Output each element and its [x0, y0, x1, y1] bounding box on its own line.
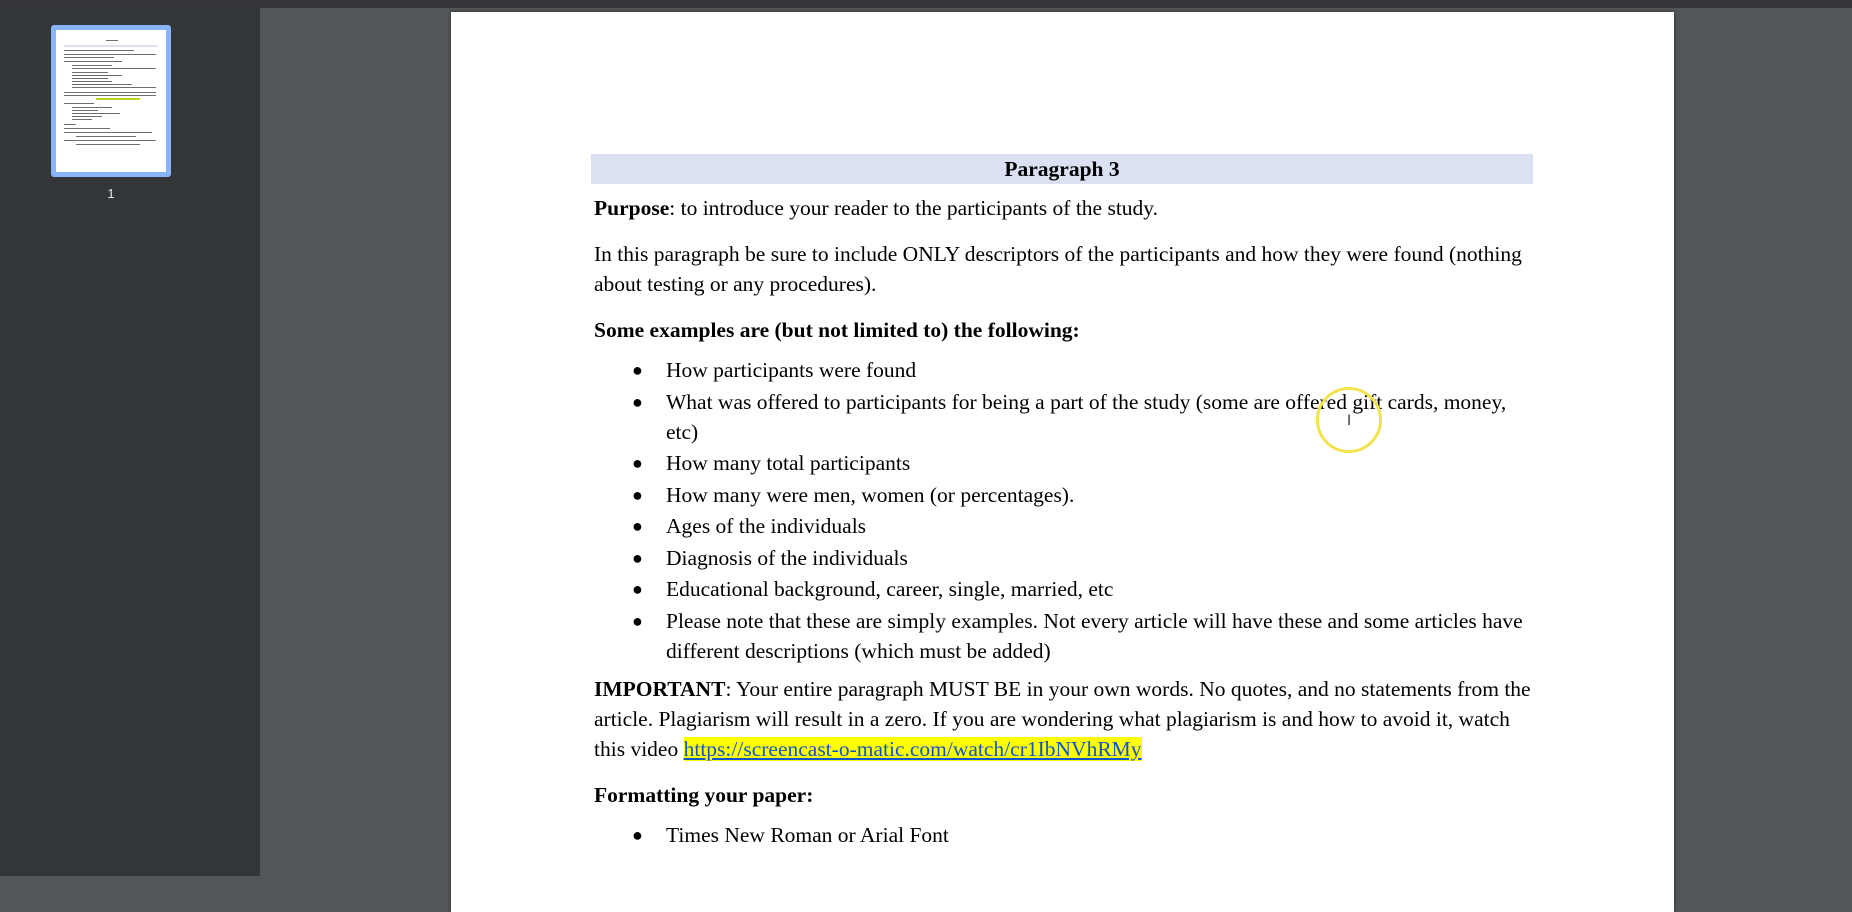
list-item	[591, 511, 1533, 541]
important-text: : Your entire paragraph MUST BE in your own words. No quotes, and no statements from the article. Plagiarism will result in a zero. If you are wondering what plagiarism is and how to avoid it, watch this video	[594, 676, 1531, 761]
thumb-text-line	[72, 68, 156, 69]
thumb-text-line	[72, 65, 112, 66]
thumb-text-line	[64, 50, 134, 51]
list-item	[591, 606, 1533, 666]
bullet-icon: ●	[632, 516, 643, 536]
thumb-text-line	[64, 132, 152, 133]
thumb-text-line	[72, 81, 112, 82]
list-item-text: Diagnosis of the individuals	[666, 545, 908, 570]
purpose-paragraph	[594, 193, 1533, 223]
thumb-text-line	[64, 140, 156, 141]
list-item-text: How participants were found	[666, 358, 917, 382]
thumb-text-line	[72, 84, 132, 85]
thumb-text-line	[64, 128, 110, 129]
thumb-text-line	[106, 40, 118, 41]
important-label: IMPORTANT	[594, 676, 726, 701]
page-content	[591, 154, 1533, 858]
thumb-text-line	[72, 72, 108, 73]
list-item-text: How many total participants	[666, 451, 911, 475]
purpose-label: Purpose	[594, 196, 670, 220]
thumb-text-line	[64, 45, 158, 47]
list-item-text: Times New Roman or Arial Font	[666, 822, 949, 847]
bullet-icon: ●	[632, 360, 643, 380]
thumb-text-line	[64, 54, 156, 55]
examples-heading: Some examples are (but not limited to) the following:	[594, 318, 1080, 342]
thumb-text-line	[72, 107, 112, 108]
list-item	[591, 574, 1533, 604]
thumb-text-line	[64, 61, 122, 62]
formatting-heading: Formatting your paper:	[594, 782, 814, 807]
bullet-icon: ●	[632, 453, 643, 473]
bullet-icon: ●	[632, 391, 643, 412]
thumb-text-line	[64, 103, 94, 104]
thumb-text-line	[72, 78, 108, 79]
examples-list	[591, 355, 1533, 666]
important-paragraph	[594, 674, 1533, 764]
thumb-text-line	[96, 98, 140, 100]
thumb-text-line	[72, 119, 92, 120]
video-link[interactable]: https://screencast-o-matic.com/watch/cr1IbNVhRMy	[683, 736, 1142, 761]
bullet-icon: ●	[632, 484, 643, 505]
thumb-text-line	[64, 57, 114, 58]
list-item-text: How many were men, women (or percentages).	[666, 482, 1075, 507]
formatting-list	[591, 820, 1533, 850]
list-item-text: Please note that these are simply examples. Not every article will have these and some articles have different descriptions (which must be added)	[666, 608, 1523, 663]
section-heading: Paragraph 3	[591, 154, 1533, 184]
list-item-text: Ages of the individuals	[666, 514, 867, 538]
list-item-text: Educational background, career, single, married, etc	[666, 577, 1114, 601]
purpose-text: : to introduce your reader to the participants of the study.	[669, 196, 1159, 220]
thumb-text-line	[64, 92, 156, 93]
bullet-icon: ●	[632, 579, 643, 599]
text-cursor-icon: I	[1347, 413, 1352, 429]
page-thumbnail[interactable]	[51, 25, 171, 177]
thumbnail-sidebar	[0, 8, 260, 876]
bullet-icon: ●	[632, 547, 643, 568]
thumb-text-line	[72, 75, 122, 76]
list-item	[591, 387, 1533, 447]
list-item	[591, 543, 1533, 573]
list-item	[591, 480, 1533, 510]
list-item	[591, 820, 1533, 850]
thumb-text-line	[72, 116, 102, 117]
thumb-text-line	[72, 87, 156, 88]
top-toolbar	[0, 0, 1852, 8]
thumb-text-line	[72, 113, 120, 114]
thumb-text-line	[64, 95, 156, 96]
list-item	[591, 355, 1533, 385]
bullet-icon: ●	[632, 610, 643, 631]
thumbnail-page-number: 1	[107, 186, 115, 201]
list-item-text: What was offered to participants for being a part of the study (some are offered gift cards, money, etc)	[666, 389, 1507, 444]
thumb-text-line	[72, 110, 98, 111]
bullet-icon: ●	[632, 824, 643, 845]
thumb-text-line	[76, 144, 140, 145]
thumb-text-line	[76, 136, 136, 137]
thumb-text-line	[64, 124, 76, 125]
instruction-paragraph: In this paragraph be sure to include ONLY descriptors of the participants and how they were found (nothing about testing or any procedures).	[594, 242, 1522, 296]
list-item	[591, 448, 1533, 478]
